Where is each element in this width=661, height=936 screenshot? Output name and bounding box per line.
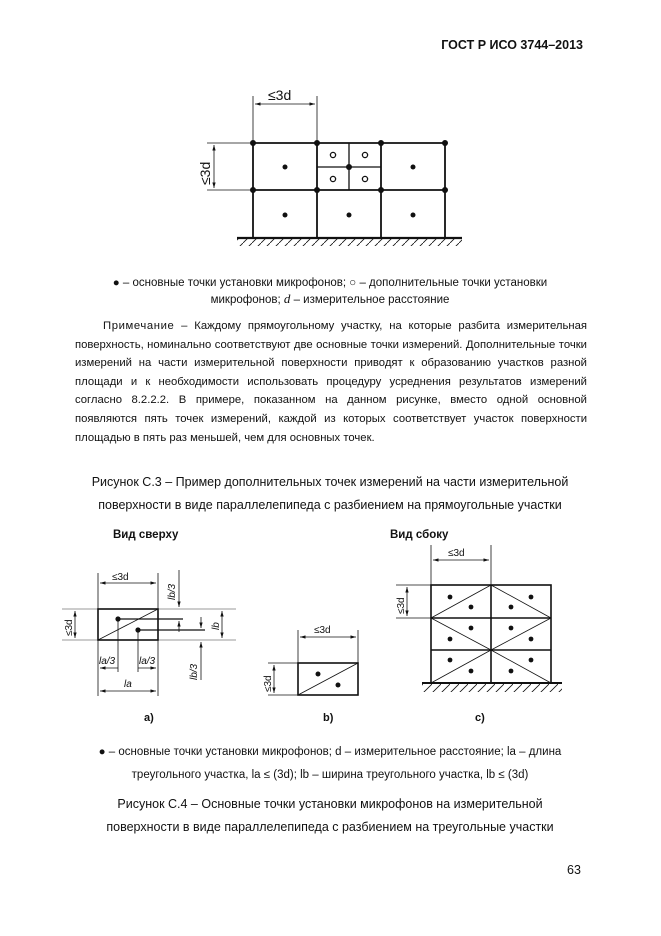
c3-legend-d: d bbox=[283, 291, 291, 306]
c4a-lb-label: lb bbox=[211, 622, 222, 630]
c4-caption-line2: поверхности в виде параллелепипеда с разбиением на треугольные участки bbox=[106, 820, 554, 834]
c4c-height-dimension: ≤3d bbox=[396, 597, 407, 614]
c3-legend-line1: ● – основные точки установки микрофонов; ○ – дополнительные точки установки bbox=[112, 277, 548, 289]
c4c-width-dimension: ≤3d bbox=[448, 548, 465, 559]
c4-legend-line1: ● – основные точки установки микрофонов; d – измерительное расстояние; la – длина bbox=[98, 746, 562, 758]
c4a-la-label: la bbox=[124, 679, 132, 690]
c4a-lb3-bottom-label: lb/3 bbox=[189, 663, 200, 680]
panel-b-label: b) bbox=[323, 712, 334, 724]
c3-width-dimension: ≤3d bbox=[268, 87, 292, 103]
view-top-label: Вид сверху bbox=[113, 529, 179, 541]
c3-legend-line2 bbox=[60, 291, 600, 308]
c4a-width-dimension: ≤3d bbox=[112, 572, 129, 583]
c3-legend-text-b: – измерительное расстояние bbox=[293, 294, 450, 306]
panel-c-label: c) bbox=[475, 712, 485, 724]
panel-a-label: a) bbox=[144, 712, 154, 724]
figure-c4c-diagram bbox=[396, 545, 562, 692]
c3-height-dimension: ≤3d bbox=[197, 161, 213, 185]
view-side-label: Вид сбоку bbox=[390, 529, 449, 541]
c4a-la3-right-label: la/3 bbox=[139, 656, 156, 667]
note-text: – Каждому прямоугольному участку, на которые разбита измерительная поверхность, номинально соответствуют две основные точки измерений. Дополнительные точки измерений на части измерительной поверхности приводят к образованию участков разной площади и к необходимости использовать процедуру усреднения результатов измерений согласно 8.2.2.2. В примере, показанном на данном рисунке, вместо одной основной появляются пять точек измерений, каждой из которых соответствует участок поверхности площадью в пять раз меньшей, чем для основных точек. bbox=[75, 320, 587, 444]
figure-c3-diagram bbox=[207, 96, 462, 246]
c3-legend-text: микрофонов; bbox=[210, 294, 281, 306]
c3-caption-line1: Рисунок С.3 – Пример дополнительных точек измерений на части измерительной bbox=[91, 475, 569, 489]
c4b-height-dimension: ≤3d bbox=[263, 675, 274, 692]
figure-c4-caption bbox=[60, 793, 600, 839]
c4-legend bbox=[60, 741, 600, 787]
figure-c3-caption bbox=[60, 471, 600, 517]
figure-c4b-diagram bbox=[268, 630, 358, 695]
note-label: Примечание bbox=[103, 320, 175, 332]
c3-note bbox=[75, 317, 587, 447]
c4a-la3-left-label: la/3 bbox=[99, 656, 116, 667]
page-number: 63 bbox=[567, 863, 581, 877]
c3-legend bbox=[60, 276, 600, 308]
c4-caption-line1: Рисунок С.4 – Основные точки установки микрофонов на измерительной bbox=[117, 797, 543, 811]
c4b-width-dimension: ≤3d bbox=[314, 625, 331, 636]
c4-legend-line2: треугольного участка, la ≤ (3d); lb – ширина треугольного участка, lb ≤ (3d) bbox=[131, 769, 529, 781]
c3-caption-line2: поверхности в виде параллелепипеда с разбиением на прямоугольные участки bbox=[98, 498, 562, 512]
c4a-height-dimension: ≤3d bbox=[64, 619, 75, 636]
c4a-lb3-top-label: lb/3 bbox=[167, 583, 178, 600]
figure-c4a-diagram bbox=[62, 570, 236, 696]
standard-header: ГОСТ Р ИСО 3744–2013 bbox=[441, 38, 583, 52]
